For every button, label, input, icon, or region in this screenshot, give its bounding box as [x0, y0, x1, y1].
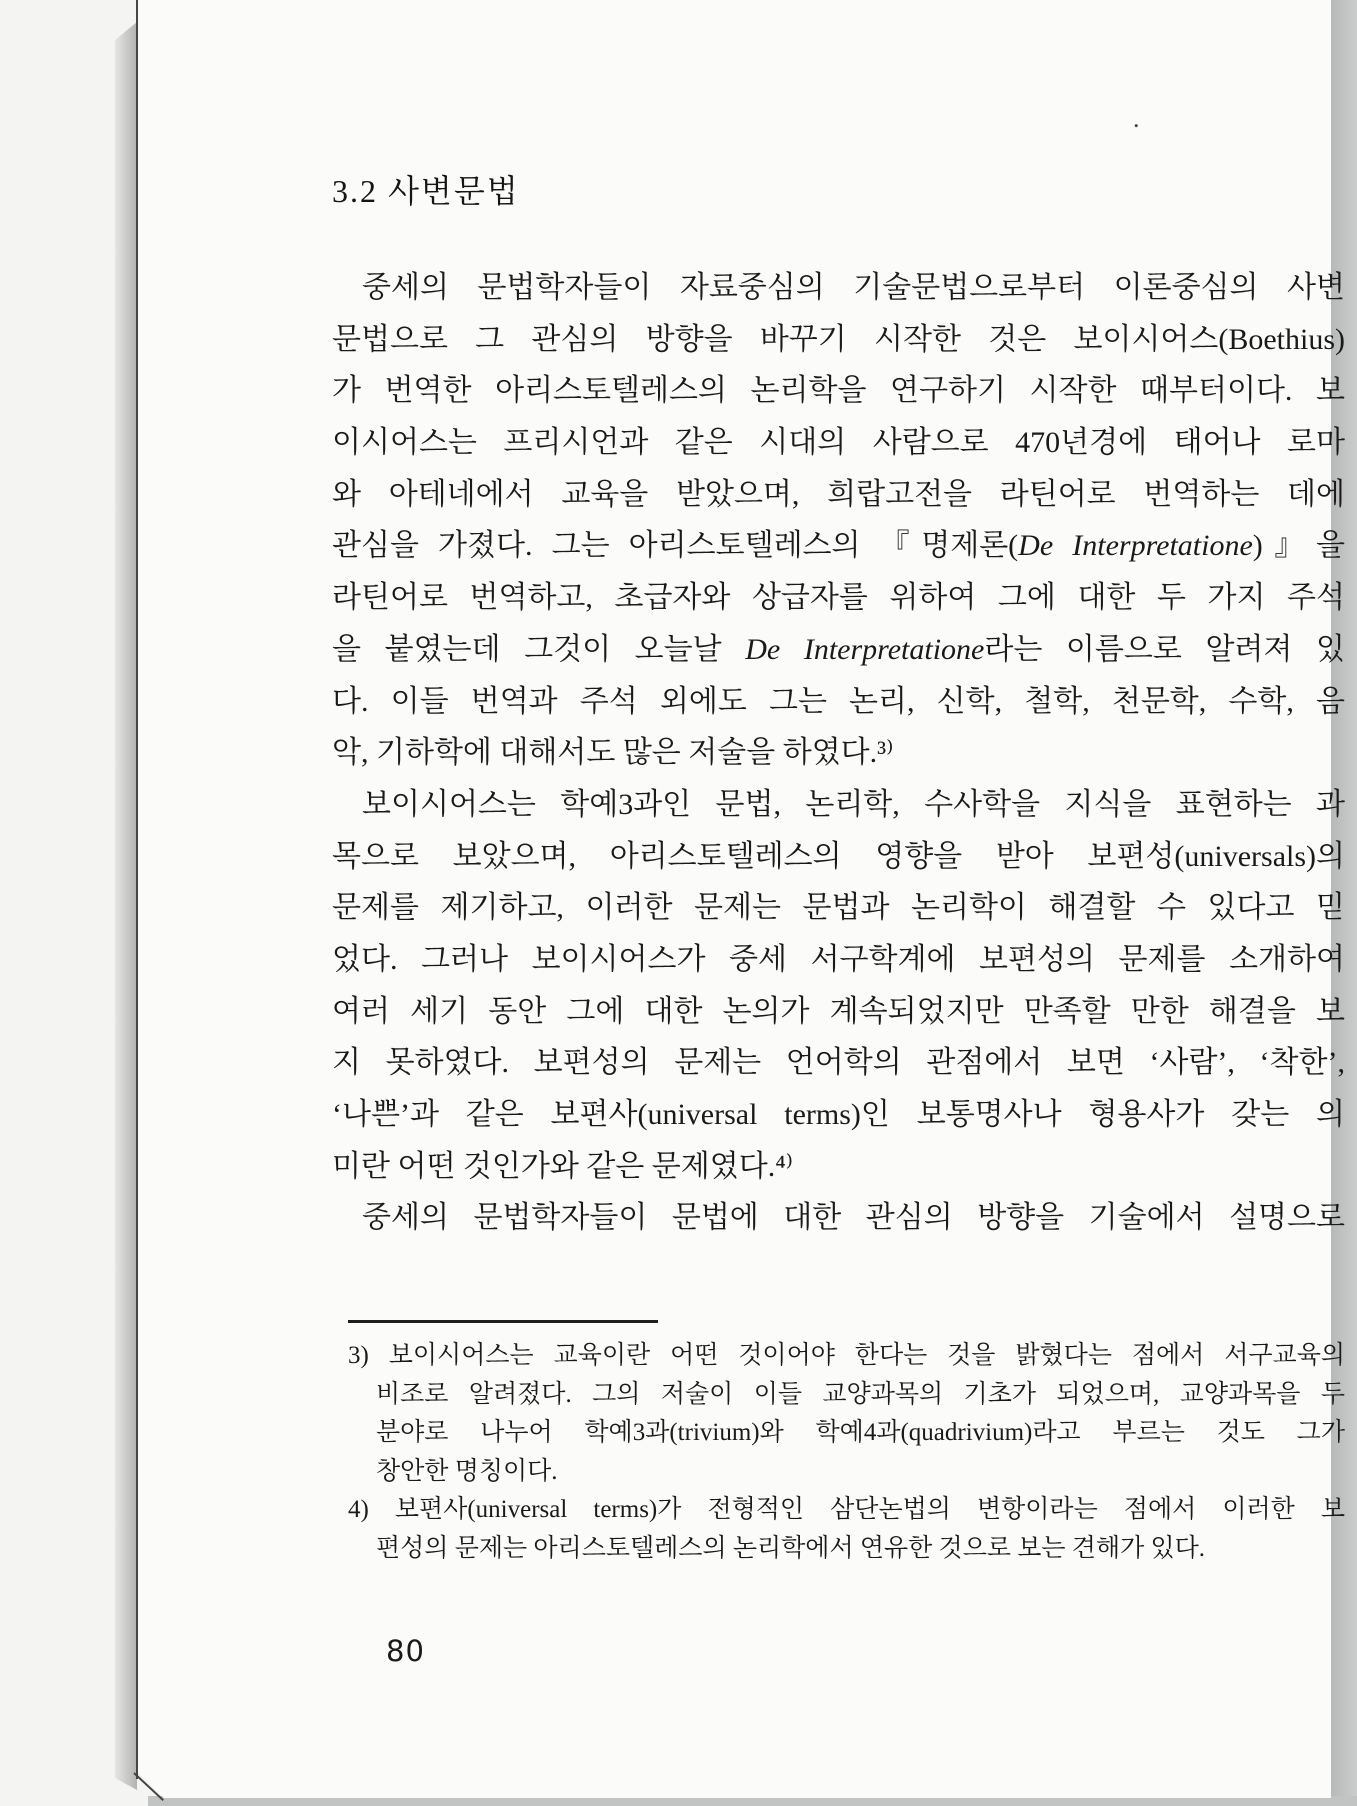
text-line: 분야로 나누어 학예3과(trivium)와 학예4과(quadrivium)라고 부르는 것도 그가 [376, 1419, 1345, 1447]
text-line: 목으로 보았으며, 아리스토텔레스의 영향을 받아 보편성(universals)의 [332, 839, 1345, 873]
page-number: 80 [386, 1634, 425, 1668]
text-line: 가 번역한 아리스토텔레스의 논리학을 연구하기 시작한 때부터이다. 보 [332, 374, 1345, 408]
footnotes [348, 1337, 1345, 1569]
text-line: 중세의 문법학자들이 문법에 대한 관심의 방향을 기술에서 설명으로 [362, 1201, 1345, 1235]
text-line: 여러 세기 동안 그에 대한 논의가 계속되었지만 만족할 만한 해결을 보 [332, 994, 1345, 1028]
text-line: 창안한 명칭이다. [376, 1457, 558, 1485]
text-line: 보이시어스는 학예3과인 문법, 논리학, 수사학을 지식을 표현하는 과 [362, 787, 1345, 821]
text-line: 편성의 문제는 아리스토텔레스의 논리학에서 연유한 것으로 보는 견해가 있다. [376, 1534, 1206, 1562]
paragraph [332, 262, 1345, 779]
text-line: 미란 어떤 것인가와 같은 문제였다.⁴⁾ [332, 1149, 794, 1183]
text-line: 중세의 문법학자들이 자료중심의 기술문법으로부터 이론중심의 사변 [362, 271, 1345, 304]
paragraph [332, 779, 1345, 1193]
paragraph [332, 1192, 1345, 1244]
text-line: 이시어스는 프리시언과 같은 시대의 사람으로 470년경에 태어나 로마 [332, 426, 1345, 460]
page-edge-strip [115, 22, 137, 1790]
text-line: 악, 기하학에 대해서도 많은 저술을 하였다.³⁾ [332, 736, 894, 770]
text-line: 지 못하였다. 보편성의 문제는 언어학의 관점에서 보면 ‘사람’, ‘착한’, [332, 1046, 1345, 1080]
text-line: 3) 보이시어스는 교육이란 어떤 것이어야 한다는 것을 밝혔다는 점에서 서구교육의 [348, 1342, 1345, 1369]
paragraph [348, 1491, 1345, 1568]
text-line: 문제를 제기하고, 이러한 문제는 문법과 논리학이 해결할 수 있다고 믿 [332, 891, 1345, 925]
text-line: 와 아테네에서 교육을 받았으며, 희랍고전을 라틴어로 번역하는 데에 [332, 477, 1345, 511]
text-line: 라틴어로 번역하고, 초급자와 상급자를 위하여 그에 대한 두 가지 주석 [332, 581, 1345, 615]
section-heading: 3.2 사변문법 [332, 173, 520, 209]
text-line: 다. 이들 번역과 주석 외에도 그는 논리, 신학, 철학, 천문학, 수학, 음 [332, 684, 1345, 718]
text-line: 관심을 가졌다. 그는 아리스토텔레스의 『명제론(De Interpretatione)』을 [332, 529, 1345, 563]
text-line: 을 붙였는데 그것이 오늘날 De Interpretatione라는 이름으로 알려져 있 [332, 632, 1345, 666]
text-line: ‘나쁜’과 같은 보편사(universal terms)인 보통명사나 형용사가 갖는 의 [332, 1098, 1345, 1131]
scan-speck: . [1133, 104, 1140, 133]
text-line: 비조로 알려졌다. 그의 저술이 이들 교양과목의 기초가 되었으며, 교양과목을 두 [376, 1380, 1345, 1408]
footnote-separator-rule [348, 1320, 658, 1323]
paragraph [348, 1337, 1345, 1491]
page-spine-line [136, 0, 138, 1779]
text-line: 문법으로 그 관심의 방향을 바꾸기 시작한 것은 보이시어스(Boethius) [332, 322, 1345, 356]
text-line: 4) 보편사(universal terms)가 전형적인 삼단논법의 변항이라는 점에서 이러한 보 [348, 1496, 1345, 1524]
body-text [332, 262, 1345, 1244]
text-line: 었다. 그러나 보이시어스가 중세 서구학계에 보편성의 문제를 소개하여 [332, 942, 1345, 976]
